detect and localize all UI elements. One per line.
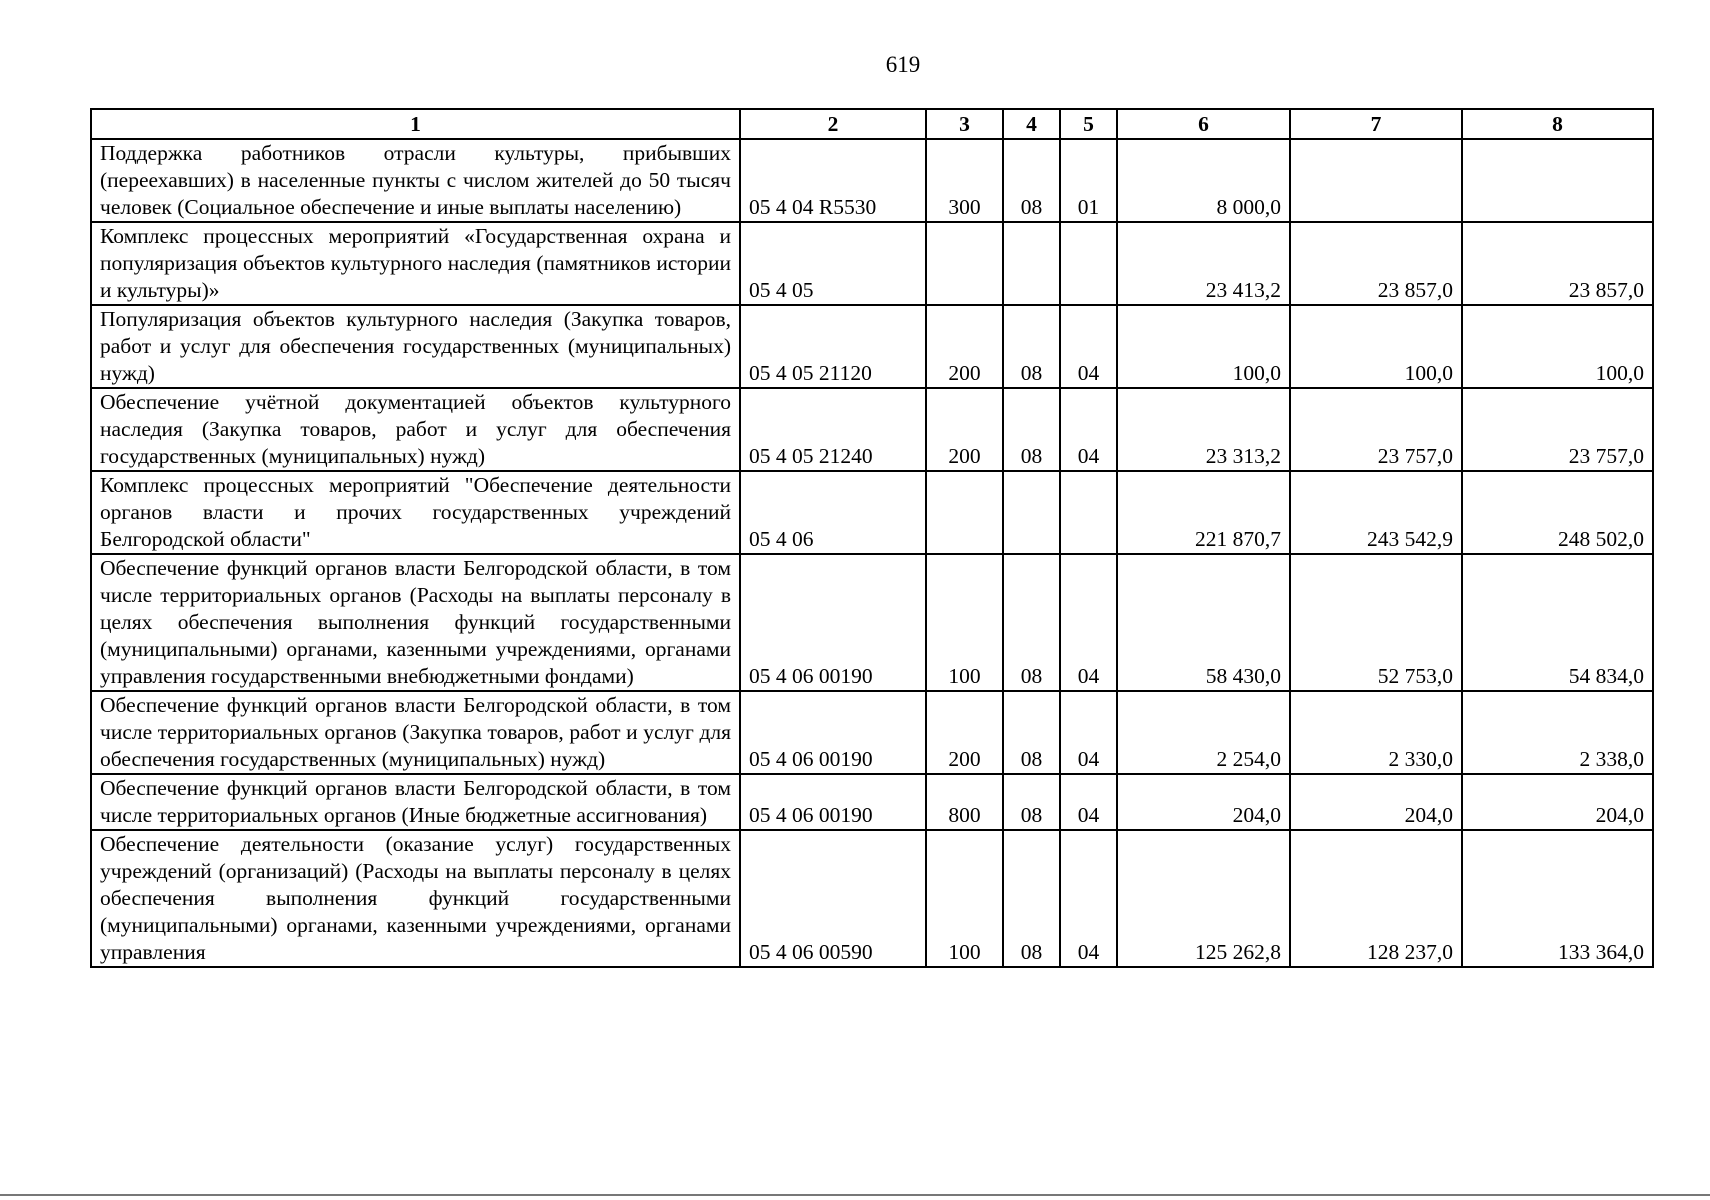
row-col5: 04 xyxy=(1060,691,1117,774)
row-col3: 200 xyxy=(926,305,1003,388)
row-col7: 204,0 xyxy=(1290,774,1462,830)
row-col6: 100,0 xyxy=(1117,305,1290,388)
row-name: Популяризация объектов культурного наследия (Закупка товаров, работ и услуг для обеспечения государственных (муниципальных) нужд) xyxy=(91,305,740,388)
column-header-4: 4 xyxy=(1003,109,1060,139)
row-col6: 2 254,0 xyxy=(1117,691,1290,774)
row-col7: 23 757,0 xyxy=(1290,388,1462,471)
column-header-8: 8 xyxy=(1462,109,1653,139)
row-col8: 100,0 xyxy=(1462,305,1653,388)
row-col3: 200 xyxy=(926,388,1003,471)
budget-table xyxy=(90,108,1654,968)
row-name: Обеспечение функций органов власти Белгородской области, в том числе территориальных органов (Закупка товаров, работ и услуг для обеспечения государственных (муниципальных) нужд) xyxy=(91,691,740,774)
row-col5: 04 xyxy=(1060,388,1117,471)
row-code: 05 4 05 xyxy=(740,222,926,305)
row-col8: 23 757,0 xyxy=(1462,388,1653,471)
column-header-5: 5 xyxy=(1060,109,1117,139)
row-col3: 300 xyxy=(926,139,1003,222)
row-code: 05 4 04 R5530 xyxy=(740,139,926,222)
row-col4: 08 xyxy=(1003,388,1060,471)
table-row xyxy=(91,471,1653,554)
row-col8: 248 502,0 xyxy=(1462,471,1653,554)
row-col7: 2 330,0 xyxy=(1290,691,1462,774)
table-row xyxy=(91,388,1653,471)
row-col4: 08 xyxy=(1003,774,1060,830)
row-col5: 04 xyxy=(1060,774,1117,830)
row-col3: 100 xyxy=(926,830,1003,967)
row-col5: 04 xyxy=(1060,554,1117,691)
row-name: Обеспечение учётной документацией объектов культурного наследия (Закупка товаров, работ и услуг для обеспечения государственных (муниципальных) нужд) xyxy=(91,388,740,471)
row-col7: 52 753,0 xyxy=(1290,554,1462,691)
row-col4: 08 xyxy=(1003,305,1060,388)
row-col8: 133 364,0 xyxy=(1462,830,1653,967)
row-col4 xyxy=(1003,222,1060,305)
row-code: 05 4 06 00190 xyxy=(740,774,926,830)
column-header-2: 2 xyxy=(740,109,926,139)
header-row xyxy=(91,109,1653,139)
row-col7: 243 542,9 xyxy=(1290,471,1462,554)
table-row xyxy=(91,139,1653,222)
row-col3: 200 xyxy=(926,691,1003,774)
row-name: Обеспечение функций органов власти Белгородской области, в том числе территориальных органов (Иные бюджетные ассигнования) xyxy=(91,774,740,830)
row-col6: 204,0 xyxy=(1117,774,1290,830)
row-name: Поддержка работников отрасли культуры, прибывших (переехавших) в населенные пункты с числом жителей до 50 тысяч человек (Социальное обеспечение и иные выплаты населению) xyxy=(91,139,740,222)
table-row xyxy=(91,774,1653,830)
row-col8: 204,0 xyxy=(1462,774,1653,830)
row-col4: 08 xyxy=(1003,691,1060,774)
row-col7: 100,0 xyxy=(1290,305,1462,388)
table-row xyxy=(91,691,1653,774)
row-col4 xyxy=(1003,471,1060,554)
row-col3 xyxy=(926,222,1003,305)
row-col6: 8 000,0 xyxy=(1117,139,1290,222)
row-col8 xyxy=(1462,139,1653,222)
row-col8: 2 338,0 xyxy=(1462,691,1653,774)
row-col5: 01 xyxy=(1060,139,1117,222)
row-col4: 08 xyxy=(1003,554,1060,691)
row-code: 05 4 06 00590 xyxy=(740,830,926,967)
row-col8: 23 857,0 xyxy=(1462,222,1653,305)
row-code: 05 4 06 xyxy=(740,471,926,554)
row-code: 05 4 06 00190 xyxy=(740,691,926,774)
row-name: Обеспечение функций органов власти Белгородской области, в том числе территориальных органов (Расходы на выплаты персоналу в целях обеспечения выполнения функций государственными (муниципальными) органами, казенными учреждениями, органами управления государственными внебюджетными фондами) xyxy=(91,554,740,691)
table-row xyxy=(91,554,1653,691)
row-col4: 08 xyxy=(1003,139,1060,222)
row-col7: 128 237,0 xyxy=(1290,830,1462,967)
row-col6: 23 413,2 xyxy=(1117,222,1290,305)
row-col3 xyxy=(926,471,1003,554)
row-col6: 23 313,2 xyxy=(1117,388,1290,471)
row-code: 05 4 05 21240 xyxy=(740,388,926,471)
row-name: Обеспечение деятельности (оказание услуг) государственных учреждений (организаций) (Расходы на выплаты персоналу в целях обеспечения выполнения функций государственными (муниципальными) органами, казенными учреждениями, органами управления xyxy=(91,830,740,967)
row-code: 05 4 05 21120 xyxy=(740,305,926,388)
row-col5: 04 xyxy=(1060,305,1117,388)
row-col3: 800 xyxy=(926,774,1003,830)
row-col5: 04 xyxy=(1060,830,1117,967)
row-col8: 54 834,0 xyxy=(1462,554,1653,691)
row-col3: 100 xyxy=(926,554,1003,691)
table-row xyxy=(91,222,1653,305)
row-name: Комплекс процессных мероприятий "Обеспечение деятельности органов власти и прочих государственных учреждений Белгородской области" xyxy=(91,471,740,554)
row-col7 xyxy=(1290,139,1462,222)
row-name: Комплекс процессных мероприятий «Государственная охрана и популяризация объектов культурного наследия (памятников истории и культуры)» xyxy=(91,222,740,305)
table-row xyxy=(91,305,1653,388)
row-col6: 58 430,0 xyxy=(1117,554,1290,691)
column-header-3: 3 xyxy=(926,109,1003,139)
scan-edge-line xyxy=(0,1194,1710,1196)
column-header-7: 7 xyxy=(1290,109,1462,139)
table-row xyxy=(91,830,1653,967)
row-code: 05 4 06 00190 xyxy=(740,554,926,691)
row-col5 xyxy=(1060,222,1117,305)
row-col6: 125 262,8 xyxy=(1117,830,1290,967)
row-col5 xyxy=(1060,471,1117,554)
column-header-1: 1 xyxy=(91,109,740,139)
page-number: 619 xyxy=(885,52,921,77)
row-col4: 08 xyxy=(1003,830,1060,967)
row-col6: 221 870,7 xyxy=(1117,471,1290,554)
column-header-6: 6 xyxy=(1117,109,1290,139)
row-col7: 23 857,0 xyxy=(1290,222,1462,305)
